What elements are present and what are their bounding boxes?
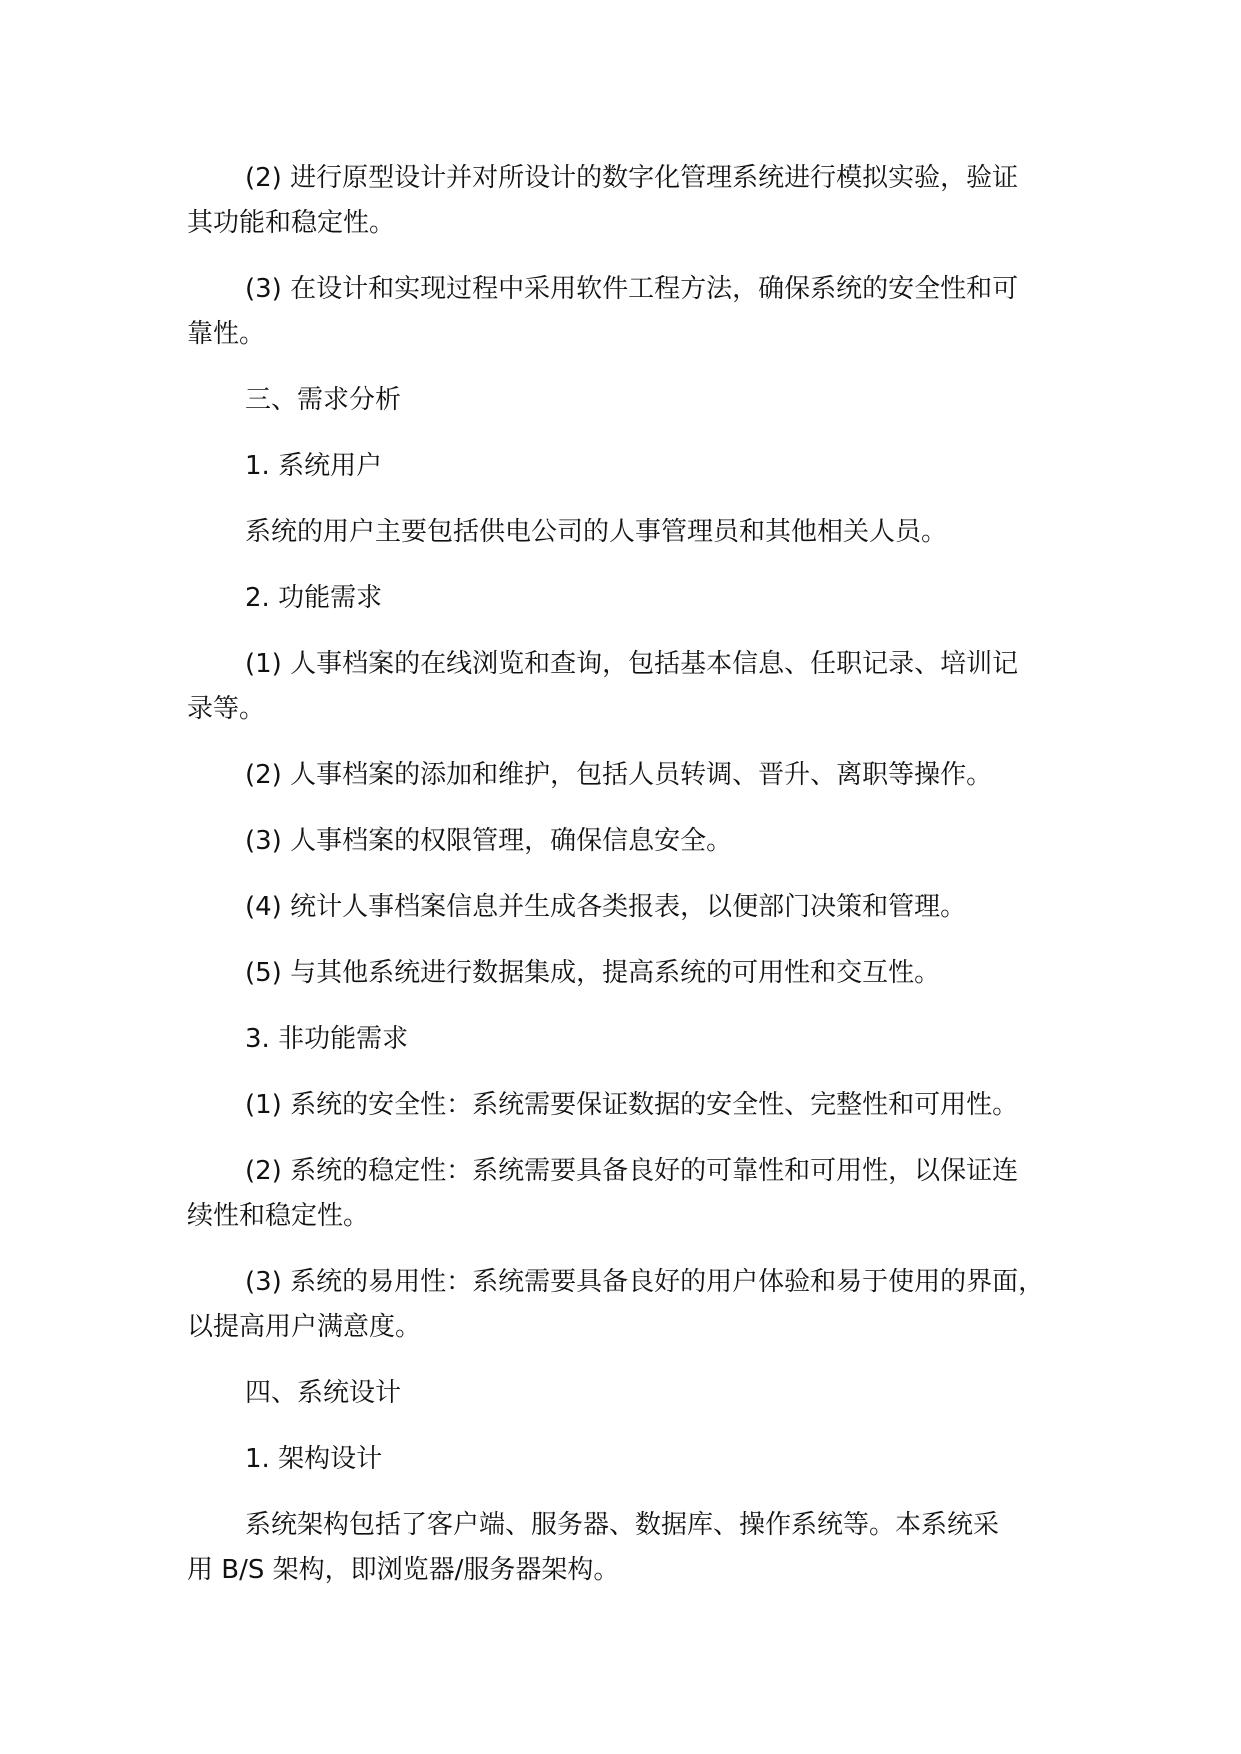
paragraph-line: (3) 系统的易用性：系统需要具备良好的用户体验和易于使用的界面， <box>245 1267 1045 1297</box>
paragraph-line: 录等。 <box>187 694 266 724</box>
subheading-system-users <box>187 444 1057 489</box>
paragraph-objective-3 <box>187 267 1057 357</box>
section-heading-requirements <box>187 378 1057 423</box>
paragraph-line: 系统架构包括了客户端、服务器、数据库、操作系统等。本系统采 <box>245 1510 1000 1540</box>
paragraph-line: 其功能和稳定性。 <box>187 208 396 238</box>
paragraph-functional-5 <box>187 951 1057 996</box>
subheading-nonfunctional-requirements <box>187 1017 1057 1062</box>
paragraph-line: (2) 人事档案的添加和维护，包括人员转调、晋升、离职等操作。 <box>245 760 993 790</box>
paragraph-nonfunctional-1 <box>187 1083 1057 1128</box>
paragraph-line: 系统的用户主要包括供电公司的人事管理员和其他相关人员。 <box>245 517 948 547</box>
document-body <box>187 156 1057 1614</box>
paragraph-line: 续性和稳定性。 <box>187 1201 370 1231</box>
heading-text: 三、需求分析 <box>245 385 402 415</box>
paragraph-line: (3) 在设计和实现过程中采用软件工程方法，确保系统的安全性和可 <box>245 274 1019 304</box>
paragraph-line: 用 B/S 架构，即浏览器/服务器架构。 <box>187 1555 620 1585</box>
heading-text: 四、系统设计 <box>245 1378 402 1408</box>
heading-text: 2. 功能需求 <box>245 583 383 613</box>
section-heading-system-design <box>187 1371 1057 1416</box>
paragraph-line: (1) 系统的安全性：系统需要保证数据的安全性、完整性和可用性。 <box>245 1090 1019 1120</box>
heading-text: 1. 架构设计 <box>245 1444 383 1474</box>
paragraph-functional-1 <box>187 642 1057 732</box>
paragraph-line: (4) 统计人事档案信息并生成各类报表，以便部门决策和管理。 <box>245 892 967 922</box>
subheading-functional-requirements <box>187 576 1057 621</box>
heading-text: 3. 非功能需求 <box>245 1024 409 1054</box>
paragraph-line: 靠性。 <box>187 319 266 349</box>
paragraph-line: (3) 人事档案的权限管理，确保信息安全。 <box>245 826 733 856</box>
paragraph-users <box>187 510 1057 555</box>
paragraph-functional-4 <box>187 885 1057 930</box>
heading-text: 1. 系统用户 <box>245 451 383 481</box>
paragraph-nonfunctional-3 <box>187 1260 1057 1350</box>
paragraph-nonfunctional-2 <box>187 1149 1057 1239</box>
paragraph-line: 以提高用户满意度。 <box>187 1312 422 1342</box>
paragraph-line: (2) 系统的稳定性：系统需要具备良好的可靠性和可用性，以保证连 <box>245 1156 1019 1186</box>
paragraph-line: (2) 进行原型设计并对所设计的数字化管理系统进行模拟实验，验证 <box>245 163 1019 193</box>
paragraph-functional-3 <box>187 819 1057 864</box>
paragraph-objective-2 <box>187 156 1057 246</box>
paragraph-line: (5) 与其他系统进行数据集成，提高系统的可用性和交互性。 <box>245 958 941 988</box>
paragraph-line: (1) 人事档案的在线浏览和查询，包括基本信息、任职记录、培训记 <box>245 649 1019 679</box>
subheading-architecture-design <box>187 1437 1057 1482</box>
paragraph-architecture <box>187 1503 1057 1593</box>
paragraph-functional-2 <box>187 753 1057 798</box>
